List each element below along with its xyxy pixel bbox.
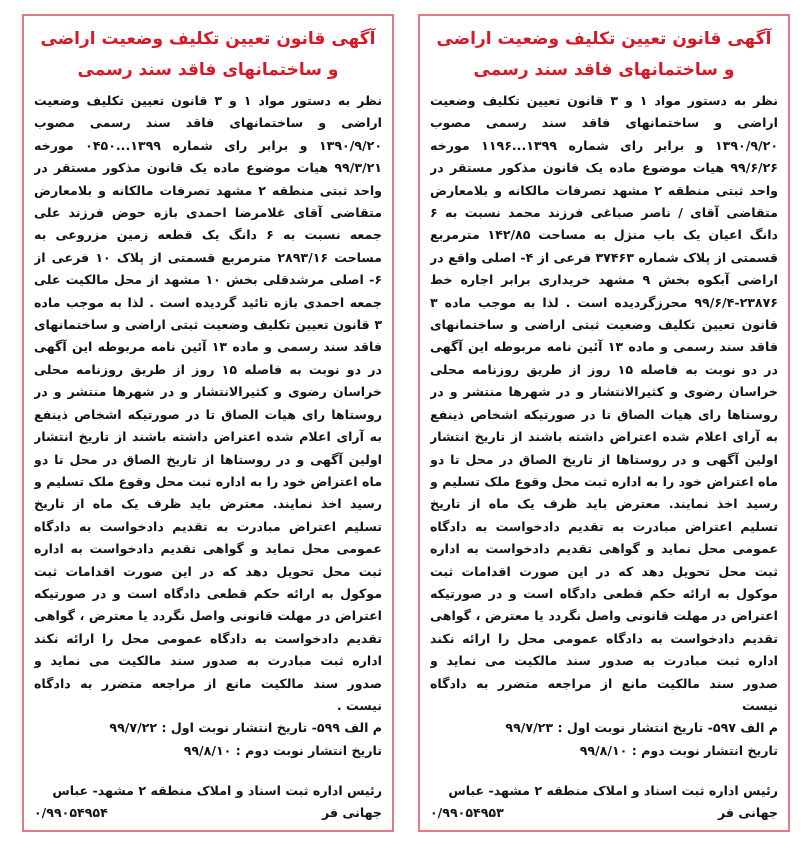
second-publication-date: تاریخ انتشار نوبت دوم : ۹۹/۸/۱۰: [579, 742, 778, 758]
first-publication-date: م الف ۵۹۹- تاریخ انتشار نوبت اول : ۹۹/۷/۲۲: [109, 720, 382, 736]
notice-footer: [430, 780, 778, 824]
notice-body: نظر به دستور مواد ۱ و ۳ قانون تعیین تکلیف وضعیت اراضی و ساختمانهای فاقد سند رسمی مصوب ۱۳۹۰/۹/۲۰ و برابر رای شماره ۱۳۹۹...۰۴۵۰ مورخه ۹۹/۳/۲۱ هیات موضوع ماده یک قانون مذکور مستقر در واحد ثبتی منطقه ۲ مشهد تصرفات مالکانه و بلامعارض متقاضی آقای غلامرضا احمدی بازه حوض فرزند علی جمعه نسبت به ۶ دانگ یک قطعه زمین مزروعی به مساحت ۲۸۹۳/۱۶ مترمربع قسمتی از پلاک ۱۰ فرعی از ۶- اصلی مرشدقلی بخش ۱۰ مشهد از محل مالکیت علی جمعه احمدی بازه تائید گردیده است . لذا به موجب ماده ۳ قانون تعیین تکلیف وضعیت ثبتی اراضی و ساختمانهای فاقد سند رسمی و ماده ۱۳ آئین نامه مربوطه این آگهی در دو نوبت به فاصله ۱۵ روز از طریق روزنامه محلی خراسان رضوی و کثیرالانتشار و در شهرها منتشر و در روستاها رای هیات الصاق تا در صورتیکه اشخاص ذینفع به آرای اعلام شده اعتراض داشته باشند از تاریخ انتشار اولین آگهی و در روستاها از تاریخ الصاق در محل تا دو ماه اعتراض خود را به اداره ثبت محل وقوع ملک تسلیم و رسید اخذ نمایند. معترض باید ظرف یک ماه از تاریخ تسلیم اعتراض مبادرت به تقدیم دادخواست به دادگاه عمومی محل نماید و گواهی تقدیم دادخواست به اداره ثبت محل تحویل دهد که در این صورت اقدامات ثبت موکول به ارائه حکم قطعی دادگاه است و در صورتیکه اعتراض در مهلت قانونی واصل نگردد یا معترض ، گواهی تقدیم دادخواست به دادگاه عمومی محل را ارائه نکند اداره ثبت مبادرت به صدور سند مالکیت می نماید و صدور سند مالکیت مانع از مراجعه متضرر به دادگاه نیست .: [34, 93, 382, 713]
legal-notice-left: [22, 14, 394, 832]
notice-title-line2: و ساختمانهای فاقد سند رسمی: [473, 60, 735, 80]
legal-notice-right: [418, 14, 790, 832]
notice-body: نظر به دستور مواد ۱ و ۳ قانون تعیین تکلیف وضعیت اراضی و ساختمانهای فاقد سند رسمی مصوب ۱۳۹۰/۹/۲۰ و برابر رای شماره ۱۳۹۹...۱۱۹۶ مورخه ۹۹/۶/۲۶ هیات موضوع ماده یک قانون مذکور مستقر در واحد ثبتی منطقه ۲ مشهد تصرفات مالکانه و بلامعارض متقاضی آقای / ناصر صباغی فرزند محمد نسبت به ۶ دانگ اعیان یک باب منزل به مساحت ۱۴۲/۸۵ مترمربع قسمتی از پلاک شماره ۳۷۴۶۳ فرعی از ۴- اصلی واقع در اراضی آبکوه بخش ۹ مشهد خریداری برابر اجاره خط ۲۳۸۷۶-۹۹/۶/۴ محرزگردیده است . لذا به موجب ماده ۳ قانون تعیین تکلیف وضعیت ثبتی اراضی و ساختمانهای فاقد سند رسمی و ماده ۱۳ آئین نامه مربوطه این آگهی در دو نوبت به فاصله ۱۵ روز از طریق روزنامه محلی خراسان رضوی و کثیرالانتشار و در شهرها منتشر و در روستاها رای هیات الصاق تا در صورتیکه اشخاص ذینفع به آرای اعلام شده اعتراض داشته باشند از تاریخ انتشار اولین آگهی و در روستاها از تاریخ الصاق در محل تا دو ماه اعتراض خود را به اداره ثبت محل وقوع ملک تسلیم و رسید اخذ نمایند. معترض باید ظرف یک ماه از تاریخ تسلیم اعتراض مبادرت به تقدیم دادخواست به دادگاه عمومی محل نماید و گواهی تقدیم دادخواست به اداره ثبت محل تحویل دهد که در این صورت اقدامات ثبت موکول به ارائه حکم قطعی دادگاه است و در صورتیکه اعتراض در مهلت قانونی واصل نگردد یا معترض ، گواهی تقدیم دادخواست به دادگاه عمومی محل را ارائه نکند اداره ثبت مبادرت به صدور سند مالکیت می نماید و صدور سند مالکیت مانع از مراجعه متضرر به دادگاه نیست: [430, 93, 778, 713]
notice-title-line1: آگهی قانون تعیین تکلیف وضعیت اراضی: [436, 29, 772, 49]
notice-footer: [34, 780, 382, 824]
first-publication-date: م الف ۵۹۷- تاریخ انتشار نوبت اول : ۹۹/۷/۲۳: [505, 720, 778, 736]
notice-code: ۰/۹۹۰۵۴۹۵۴: [34, 805, 108, 820]
second-publication-date: تاریخ انتشار نوبت دوم : ۹۹/۸/۱۰: [183, 742, 382, 758]
notice-title-line1: آگهی قانون تعیین تکلیف وضعیت اراضی: [40, 29, 376, 49]
signer-name: جهانی فر: [321, 805, 382, 820]
notice-code: ۰/۹۹۰۵۴۹۵۳: [430, 805, 504, 820]
signer-title: رئیس اداره ثبت اسناد و املاک منطقه ۲ مشهد- عباس: [52, 783, 382, 798]
notice-title-line2: و ساختمانهای فاقد سند رسمی: [77, 60, 339, 80]
signer-title: رئیس اداره ثبت اسناد و املاک منطقه ۲ مشهد- عباس: [448, 783, 778, 798]
signer-name: جهانی فر: [717, 805, 778, 820]
